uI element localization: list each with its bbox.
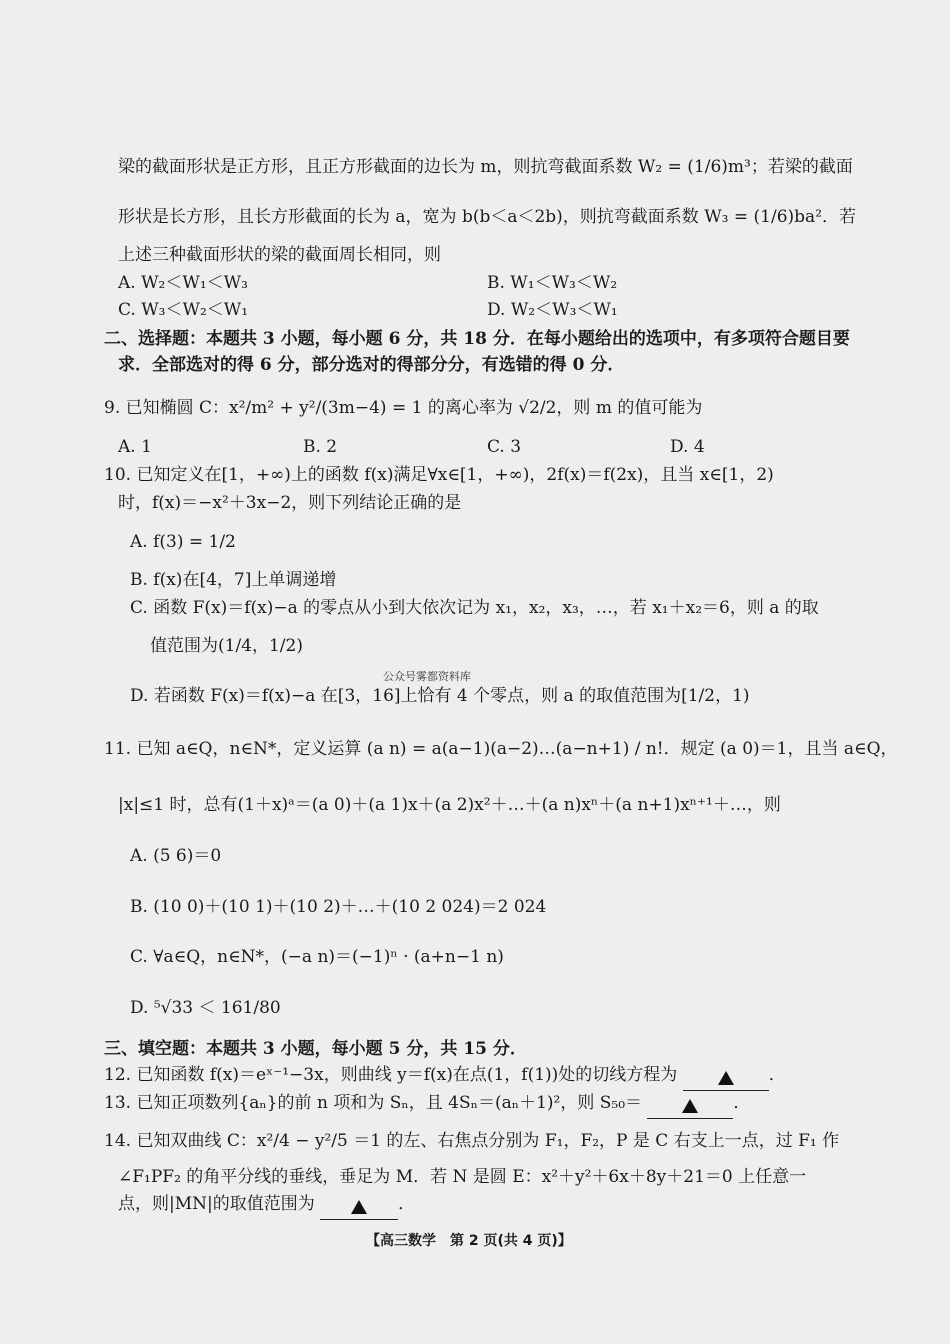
q9-option-d: D. 4: [670, 437, 705, 457]
q12-row: [104, 1065, 786, 1091]
q8-line1: 梁的截面形状是正方形，且正方形截面的边长为 m，则抗弯截面系数 W₂ = (1/6)m³；若梁的截面: [118, 157, 853, 177]
q14-line3: 点，则|MN|的取值范围为: [118, 1194, 315, 1214]
q12-answer-blank[interactable]: [683, 1068, 769, 1091]
q8-option-a: A. W₂＜W₁＜W₃: [118, 273, 248, 293]
q13-row: [104, 1093, 750, 1119]
q12-text: 12. 已知函数 f(x)＝eˣ⁻¹−3x，则曲线 y＝f(x)在点(1，f(1))处的切线方程为: [104, 1065, 678, 1085]
q10-option-a: A. f(3) = 1/2: [130, 532, 236, 552]
q8-line2: 形状是长方形，且长方形截面的长为 a，宽为 b(b＜a＜2b)，则抗弯截面系数 W₃ = (1/6)ba²．若: [118, 207, 857, 227]
q9-stem: 9. 已知椭圆 C：x²/m² + y²/(3m−4) = 1 的离心率为 √2/2，则 m 的值可能为: [104, 398, 703, 418]
q10-option-c-line1: C. 函数 F(x)＝f(x)−a 的零点从小到大依次记为 x₁，x₂，x₃，…，若 x₁＋x₂＝6，则 a 的取: [130, 598, 819, 618]
q11-line1: 11. 已知 a∈Q，n∈N*，定义运算 (a n) = a(a−1)(a−2)…(a−n+1) / n!．规定 (a 0)＝1，且当 a∈Q，: [104, 739, 898, 759]
q14-row3: [118, 1194, 415, 1220]
q10-option-c-line2: 值范围为(1/4，1/2): [150, 636, 303, 656]
q10-option-d: D. 若函数 F(x)＝f(x)−a 在[3，16]上恰有 4 个零点，则 a 的取值范围为[1/2，1): [130, 686, 750, 706]
q11-line2: |x|≤1 时，总有(1＋x)ᵃ＝(a 0)＋(a 1)x＋(a 2)x²＋…＋(a n)xⁿ＋(a n+1)xⁿ⁺¹＋…，则: [118, 795, 781, 815]
q8-option-c: C. W₃＜W₂＜W₁: [118, 300, 249, 320]
q10-option-b: B. f(x)在[4，7]上单调递增: [130, 570, 337, 590]
q11-option-c: C. ∀a∈Q，n∈N*，(−a n)＝(−1)ⁿ · (a+n−1 n): [130, 947, 504, 967]
q8-line3: 上述三种截面形状的梁的截面周长相同，则: [118, 245, 441, 265]
q11-option-a: A. (5 6)＝0: [130, 846, 222, 866]
section3-heading: 三、填空题：本题共 3 小题，每小题 5 分，共 15 分．: [104, 1039, 527, 1059]
q9-option-c: C. 3: [487, 437, 522, 457]
page-footer: 【高三数学 第 2 页(共 4 页)】: [366, 1233, 572, 1249]
q14-line1: 14. 已知双曲线 C：x²/4 − y²/5 ＝1 的左、右焦点分别为 F₁，F₂，P 是 C 右支上一点，过 F₁ 作: [104, 1131, 840, 1151]
q9-option-b: B. 2: [303, 437, 338, 457]
q13-text: 13. 已知正项数列{aₙ}的前 n 项和为 Sₙ，且 4Sₙ＝(aₙ＋1)²，则 S₅₀＝: [104, 1093, 643, 1113]
q13-answer-blank[interactable]: [647, 1096, 733, 1119]
q13-period: ．: [733, 1093, 751, 1113]
q8-option-d: D. W₂＜W₃＜W₁: [487, 300, 618, 320]
q10-line1: 10. 已知定义在[1，+∞)上的函数 f(x)满足∀x∈[1，+∞)，2f(x)＝f(2x)，且当 x∈[1，2): [104, 465, 774, 485]
q14-answer-blank[interactable]: [320, 1197, 398, 1220]
section2-heading-line2: 求．全部选对的得 6 分，部分选对的得部分分，有选错的得 0 分．: [118, 355, 625, 375]
q11-option-d: D. ⁵√33 ＜ 161/80: [130, 998, 281, 1018]
triangle-icon: [682, 1099, 698, 1113]
q10-line2: 时，f(x)＝−x²＋3x−2，则下列结论正确的是: [118, 493, 462, 513]
triangle-icon: [718, 1071, 734, 1085]
q9-option-a: A. 1: [118, 437, 152, 457]
q14-period: ．: [398, 1194, 416, 1214]
q14-line2: ∠F₁PF₂ 的角平分线的垂线，垂足为 M．若 N 是圆 E：x²＋y²＋6x＋8y＋21＝0 上任意一: [118, 1167, 807, 1187]
watermark-text: 公众号雾都资料库: [383, 670, 471, 683]
q12-period: ．: [768, 1065, 786, 1085]
q11-option-b: B. (10 0)＋(10 1)＋(10 2)＋…＋(10 2 024)＝2 024: [130, 897, 547, 917]
q8-option-b: B. W₁＜W₃＜W₂: [487, 273, 618, 293]
section2-heading-line1: 二、选择题：本题共 3 小题，每小题 6 分，共 18 分．在每小题给出的选项中，有多项符合题目要: [104, 329, 850, 349]
triangle-icon: [351, 1200, 367, 1214]
